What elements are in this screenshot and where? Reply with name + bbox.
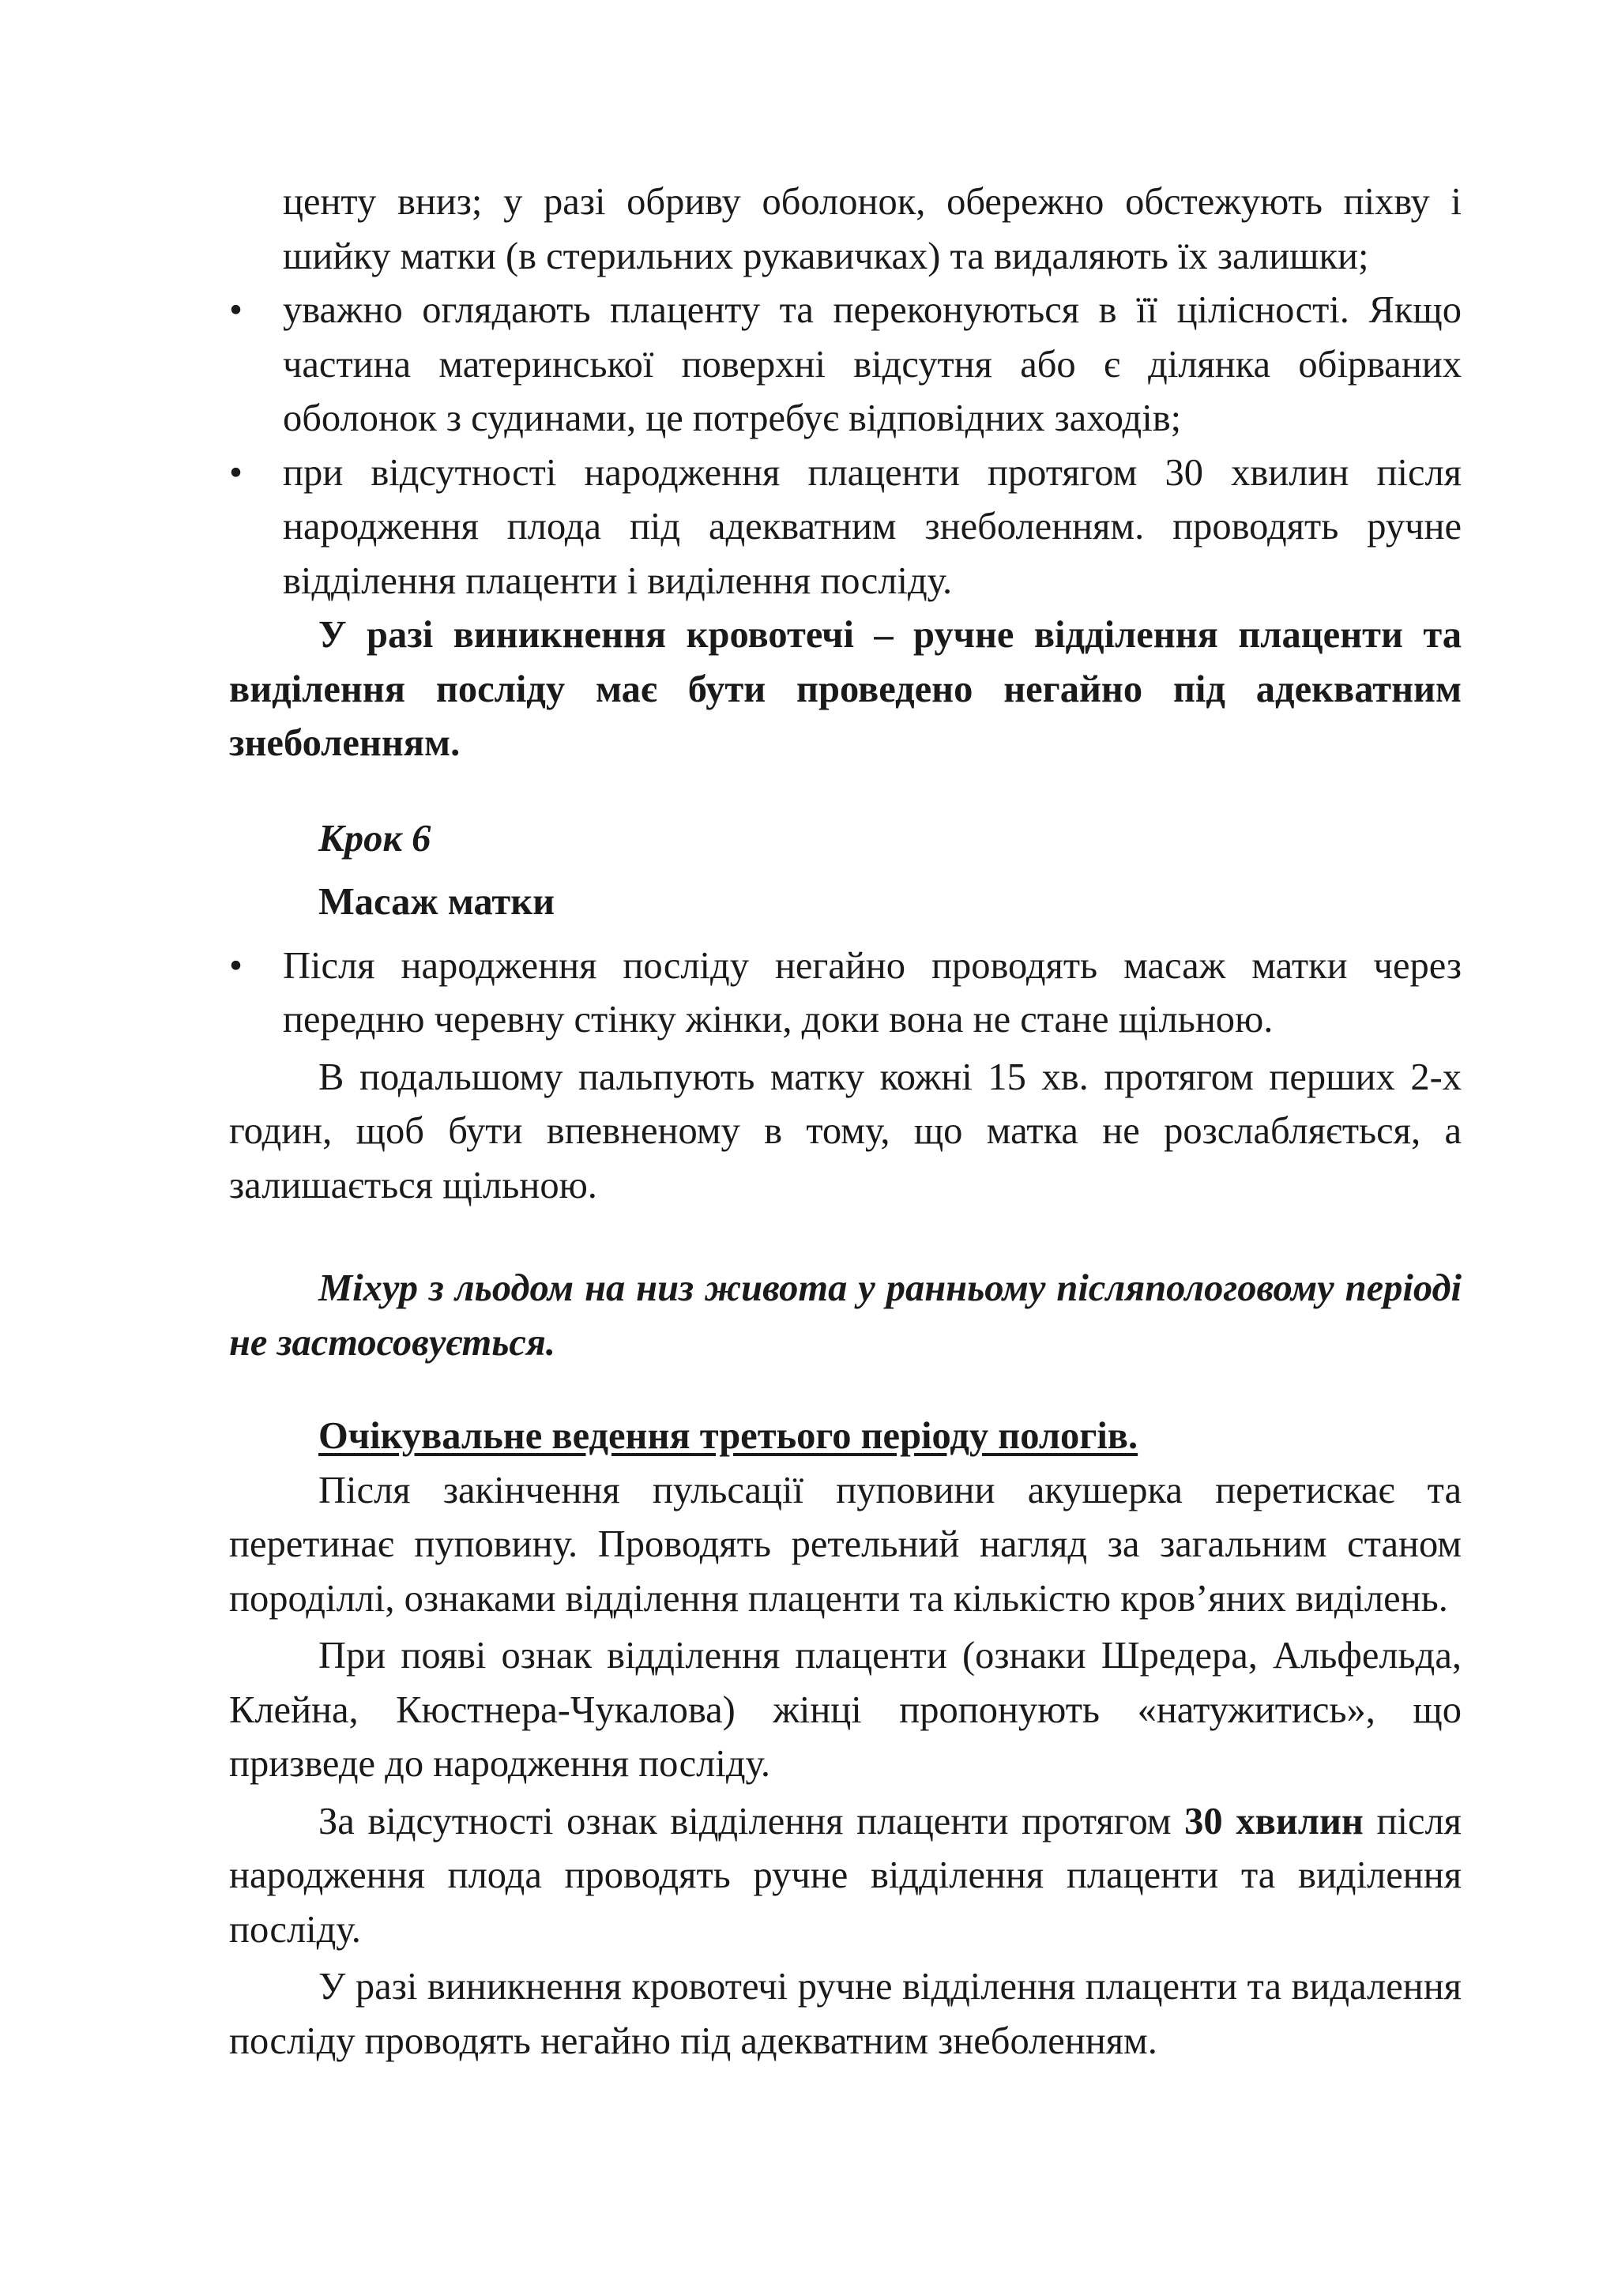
section-heading: Очікувальне ведення третього періоду пологів. — [318, 1415, 1138, 1457]
emphasis-duration: 30 хвилин — [1184, 1800, 1364, 1842]
paragraph-text: після народження плода проводять ручне відділення плаценти та виділення посліду. — [229, 1800, 1462, 1951]
bullet-marker: • — [229, 944, 243, 987]
list-item — [229, 939, 1462, 1048]
bullet-marker: • — [229, 289, 243, 331]
paragraph: У разі виникнення кровотечі ручне відділення плаценти та видалення посліду проводять негайно під адекватним знеболенням. — [229, 1966, 1462, 2062]
palpation-paragraph: В подальшому пальпують матку кожні 15 хв. протягом перших 2-х годин, щоб бути впевненому в тому, що матка не розслабляється, а залишається щільною. — [229, 1056, 1462, 1206]
continuation-text: центу вниз; у разі обриву оболонок, обережно обстежують піхву і шийку матки (в стерильних рукавичках) та видаляють їх залишки; — [283, 181, 1462, 277]
document-page — [229, 175, 1462, 2068]
list-item-text: при відсутності народження плаценти протягом 30 хвилин після народження плода під адекватним знеболенням. проводять ручне відділення плаценти і виділення посліду. — [283, 451, 1462, 602]
paragraph — [229, 1795, 1462, 1958]
list-item-text: уважно оглядають плаценту та переконуються в її цілісності. Якщо частина материнської поверхні відсутня або є ділянка обірваних оболонок з судинами, це потребує відповідних заходів; — [283, 289, 1462, 439]
list-item — [229, 284, 1462, 446]
paragraph-text: За відсутності ознак відділення плаценти протягом — [318, 1800, 1185, 1842]
list-item-text: Після народження посліду негайно проводять масаж матки через передню черевну стінку жінки, доки вона не стане щільною. — [283, 944, 1462, 1041]
paragraph: Після закінчення пульсації пуповини акушерка перетискає та перетинає пуповину. Проводять ретельний нагляд за загальним станом породіллі, ознаками відділення плаценти та кількістю кров’яних виділень. — [229, 1469, 1462, 1620]
bullet-marker: • — [229, 451, 243, 494]
step-title: Масаж матки — [318, 881, 555, 923]
bleeding-warning: У разі виникнення кровотечі – ручне відділення плаценти та виділення посліду має бути проведено негайно під адекватним знеболенням. — [229, 614, 1462, 764]
step-label: Крок 6 — [318, 817, 431, 860]
paragraph: При появі ознак відділення плаценти (ознаки Шредера, Альфельда, Клейна, Кюстнера-Чукалова) жінці пропонують «натужитись», що призведе до народження посліду. — [229, 1635, 1462, 1785]
list-item — [229, 446, 1462, 609]
ice-note: Міхур з льодом на низ живота у ранньому післяпологовому періоді не застосовується. — [229, 1267, 1462, 1364]
